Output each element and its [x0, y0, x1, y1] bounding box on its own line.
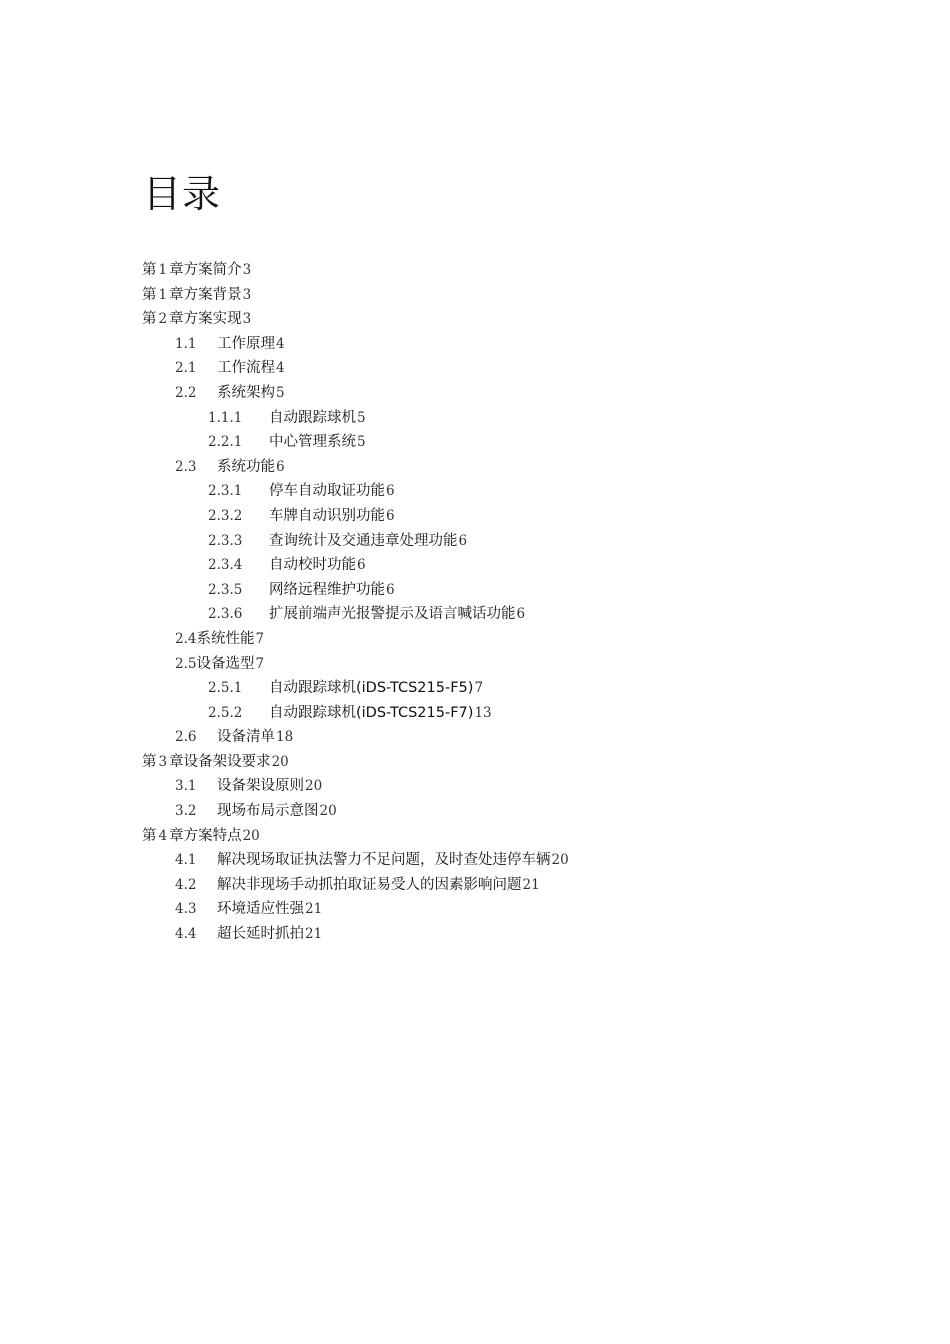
page-number: 21	[522, 876, 540, 893]
page-number: 6	[357, 557, 366, 574]
section-label: 工作原理	[217, 335, 275, 352]
toc-entry-section[interactable]	[0, 627, 950, 652]
section-label: 设备清单	[217, 729, 275, 746]
toc-title: 目录	[143, 172, 222, 216]
page-number: 3	[242, 286, 252, 303]
subsection-label: 网络远程维护功能	[269, 581, 385, 598]
section-number: 2.3	[175, 458, 197, 475]
subsection-number: 2.3.2	[208, 507, 243, 524]
subsection-number: 2.5.2	[208, 704, 243, 721]
page-number: 20	[271, 753, 289, 770]
section-number: 2.6	[175, 729, 197, 746]
section-number: 4.1	[175, 852, 197, 869]
page-number: 6	[386, 581, 395, 598]
subsection-number: 2.3.6	[208, 606, 243, 623]
toc-entry-chapter[interactable]	[0, 824, 950, 849]
chapter-prefix: 第	[142, 262, 157, 278]
section-label: 系统架构	[217, 384, 275, 401]
chapter-label: 章方案简介	[169, 262, 242, 278]
page-number: 6	[276, 458, 285, 475]
chapter-label: 章方案特点	[169, 827, 242, 844]
toc-entry-subsection[interactable]	[0, 529, 950, 554]
toc-entry-subsection[interactable]	[0, 602, 950, 627]
chapter-number: 1	[158, 262, 168, 278]
section-number: 1.1	[175, 335, 197, 352]
toc-entry-section[interactable]	[0, 848, 950, 873]
section-number: 4.4	[175, 926, 197, 943]
section-label: 超长延时抓拍	[217, 926, 304, 943]
page-number: 3	[242, 262, 252, 278]
subsection-number: 2.2.1	[208, 434, 243, 451]
toc-entry-chapter[interactable]	[0, 258, 950, 283]
section-number: 2.1	[175, 360, 197, 377]
toc-entry-section[interactable]	[0, 381, 950, 406]
section-label: 系统性能	[196, 630, 255, 647]
toc-entry-section[interactable]	[0, 897, 950, 922]
page-number: 4	[276, 360, 285, 377]
toc-entry-section[interactable]	[0, 873, 950, 898]
toc-entry-section[interactable]	[0, 455, 950, 480]
subsection-number: 2.3.4	[208, 557, 243, 574]
subsection-label: 扩展前端声光报警提示及语言喊话功能	[269, 606, 516, 623]
subsection-number: 1.1.1	[208, 409, 243, 426]
page-number: 7	[474, 680, 484, 697]
page-number: 7	[255, 655, 265, 672]
chapter-prefix: 第	[142, 286, 157, 303]
chapter-number: 4	[158, 827, 168, 844]
section-label: 系统功能	[217, 458, 275, 475]
section-number: 3.2	[175, 803, 197, 820]
section-label: 现场布局示意图	[217, 803, 319, 820]
subsection-label: 车牌自动识别功能	[269, 507, 385, 524]
toc-entry-section[interactable]	[0, 356, 950, 381]
page-number: 6	[458, 532, 468, 549]
toc-entry-section[interactable]	[0, 774, 950, 799]
subsection-number: 2.3.3	[208, 532, 243, 549]
section-number: 2.2	[175, 384, 197, 401]
subsection-number: 2.3.5	[208, 581, 243, 598]
page-number: 18	[276, 729, 294, 746]
chapter-number: 1	[158, 286, 168, 303]
page-number: 21	[305, 926, 323, 943]
page-number: 6	[386, 483, 395, 500]
toc-entry-chapter[interactable]	[0, 750, 950, 775]
subsection-label: 查询统计及交通违章处理功能	[269, 532, 458, 549]
section-label: 设备架设原则	[217, 778, 304, 795]
chapter-prefix: 第	[142, 753, 157, 770]
page-number: 4	[276, 335, 285, 352]
subsection-number: 2.3.1	[208, 483, 243, 500]
chapter-label: 章设备架设要求	[169, 753, 271, 770]
toc-entry-subsection[interactable]	[0, 406, 950, 431]
toc-list	[0, 258, 950, 947]
chapter-number: 3	[158, 753, 168, 770]
toc-entry-subsection[interactable]	[0, 578, 950, 603]
subsection-label: 自动跟踪球机(iDS-TCS215-F7)	[269, 704, 474, 721]
page-number: 20	[242, 827, 260, 844]
page-number: 20	[319, 803, 337, 820]
page-number: 6	[386, 507, 395, 524]
section-label: 工作流程	[217, 360, 275, 377]
toc-entry-section[interactable]	[0, 332, 950, 357]
toc-entry-chapter[interactable]	[0, 283, 950, 308]
subsection-number: 2.5.1	[208, 680, 243, 697]
toc-entry-subsection[interactable]	[0, 504, 950, 529]
toc-entry-subsection[interactable]	[0, 553, 950, 578]
page-number: 5	[357, 434, 366, 451]
section-label: 设备选型	[196, 655, 255, 672]
page-number: 7	[255, 630, 265, 647]
page-number: 20	[305, 778, 323, 795]
page-number: 6	[516, 606, 526, 623]
page-number: 20	[551, 852, 569, 869]
toc-entry-subsection[interactable]	[0, 479, 950, 504]
subsection-label: 中心管理系统	[269, 434, 356, 451]
toc-entry-subsection[interactable]	[0, 676, 950, 701]
chapter-prefix: 第	[142, 827, 157, 844]
page-number: 5	[276, 384, 285, 401]
toc-entry-section[interactable]	[0, 922, 950, 947]
chapter-label: 章方案实现	[169, 311, 242, 328]
section-label: 解决现场取证执法警力不足问题，及时查处违停车辆	[217, 852, 551, 869]
section-number: 2.5	[175, 655, 197, 672]
page-number: 3	[242, 311, 252, 328]
toc-entry-section[interactable]	[0, 652, 950, 677]
toc-entry-subsection[interactable]	[0, 701, 950, 726]
toc-entry-chapter[interactable]	[0, 307, 950, 332]
page-number: 5	[357, 409, 366, 426]
toc-entry-section[interactable]	[0, 725, 950, 750]
section-number: 4.2	[175, 876, 197, 893]
page-number: 13	[474, 704, 492, 721]
section-label: 解决非现场手动抓拍取证易受人的因素影响问题	[217, 876, 522, 893]
chapter-prefix: 第	[142, 311, 157, 328]
subsection-label: 自动跟踪球机	[269, 409, 356, 426]
section-label: 环境适应性强	[217, 901, 304, 918]
section-number: 4.3	[175, 901, 197, 918]
chapter-number: 2	[158, 311, 168, 328]
section-number: 3.1	[175, 778, 197, 795]
subsection-label: 自动跟踪球机(iDS-TCS215-F5)	[269, 680, 474, 697]
toc-entry-section[interactable]	[0, 799, 950, 824]
toc-entry-subsection[interactable]	[0, 430, 950, 455]
subsection-label: 自动校时功能	[269, 557, 356, 574]
chapter-label: 章方案背景	[169, 286, 242, 303]
subsection-label: 停车自动取证功能	[269, 483, 385, 500]
section-number: 2.4	[175, 630, 197, 647]
page-number: 21	[305, 901, 323, 918]
